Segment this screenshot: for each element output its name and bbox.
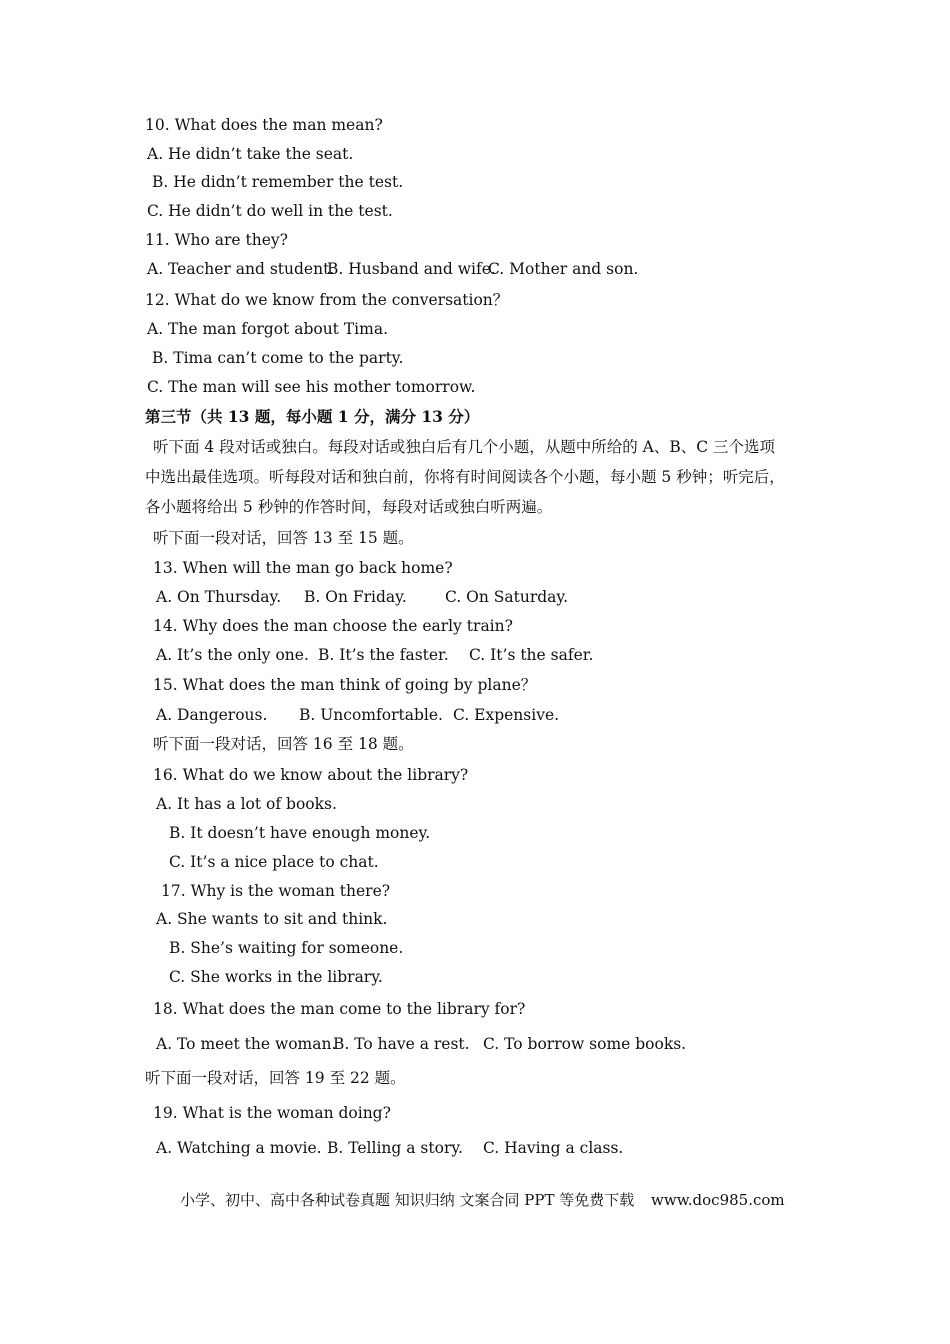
question-12-option-c: C. The man will see his mother tomorrow. [147, 378, 476, 396]
question-13-option-c: C. On Saturday. [445, 588, 569, 606]
question-11-option-c: C. Mother and son. [488, 260, 639, 278]
question-17: 17. Why is the woman there? [161, 882, 391, 900]
question-18-option-a: A. To meet the woman. [156, 1035, 337, 1053]
footer-url[interactable]: www.doc985.com [651, 1191, 785, 1209]
question-12-option-a: A. The man forgot about Tima. [147, 320, 388, 338]
question-15: 15. What does the man think of going by plane？ [153, 676, 537, 694]
dialog-1-intro: 听下面一段对话，回答 13 至 15 题。 [153, 529, 414, 547]
page-footer [180, 1193, 785, 1208]
question-12: 12. What do we know from the conversation？ [145, 291, 509, 309]
question-11-option-b: B. Husband and wife. [327, 260, 496, 278]
question-17-option-a: A. She wants to sit and think. [156, 910, 388, 928]
question-11: 11. Who are they? [145, 231, 288, 249]
section-3-instructions-line-3: 各小题将给出 5 秒钟的作答时间，每段对话或独白听两遍。 [145, 498, 553, 516]
question-16: 16. What do we know about the library? [153, 766, 469, 784]
question-18: 18. What does the man come to the library for? [153, 1000, 526, 1018]
question-14-option-c: C. It’s the safer. [469, 646, 594, 664]
dialog-2-intro: 听下面一段对话，回答 16 至 18 题。 [153, 735, 414, 753]
question-15-option-b: B. Uncomfortable. [299, 706, 443, 724]
question-15-option-a: A. Dangerous. [156, 706, 268, 724]
question-19: 19. What is the woman doing? [153, 1104, 391, 1122]
question-10-option-b: B. He didn’t remember the test. [152, 173, 404, 191]
question-18-option-c: C. To borrow some books. [483, 1035, 687, 1053]
footer-text: 小学、初中、高中各种试卷真题 知识归纳 文案合同 PPT 等免费下载 [180, 1191, 635, 1209]
question-19-option-a: A. Watching a movie. [156, 1139, 322, 1157]
question-18-option-b: B. To have a rest. [333, 1035, 470, 1053]
dialog-3-intro: 听下面一段对话，回答 19 至 22 题。 [145, 1069, 406, 1087]
question-19-option-b: B. Telling a story. [327, 1139, 463, 1157]
question-16-option-b: B. It doesn’t have enough money. [169, 824, 431, 842]
question-16-option-c: C. It’s a nice place to chat. [169, 853, 379, 871]
question-13-option-a: A. On Thursday. [156, 588, 282, 606]
question-14-option-a: A. It’s the only one. [156, 646, 309, 664]
section-3-instructions-line-1: 听下面 4 段对话或独白。每段对话或独白后有几个小题，从题中所给的 A、B、C 三个选项 [153, 438, 776, 456]
question-12-option-b: B. Tima can’t come to the party. [152, 349, 404, 367]
question-14: 14. Why does the man choose the early train? [153, 617, 513, 635]
question-13-option-b: B. On Friday. [304, 588, 407, 606]
question-17-option-c: C. She works in the library. [169, 968, 383, 986]
section-3-instructions-line-2: 中选出最佳选项。听每段对话和独白前，你将有时间阅读各个小题，每小题 5 秒钟；听完后， [145, 468, 785, 486]
question-13: 13. When will the man go back home? [153, 559, 453, 577]
question-19-option-c: C. Having a class. [483, 1139, 624, 1157]
question-11-option-a: A. Teacher and student. [147, 260, 335, 278]
question-15-option-c: C. Expensive. [453, 706, 560, 724]
question-14-option-b: B. It’s the faster. [318, 646, 449, 664]
question-16-option-a: A. It has a lot of books. [156, 795, 337, 813]
question-17-option-b: B. She’s waiting for someone. [169, 939, 404, 957]
question-10-option-c: C. He didn’t do well in the test. [147, 202, 393, 220]
question-10-option-a: A. He didn’t take the seat. [147, 145, 354, 163]
section-3-heading: 第三节（共 13 题，每小题 1 分，满分 13 分） [145, 407, 480, 426]
question-10: 10. What does the man mean? [145, 116, 383, 134]
